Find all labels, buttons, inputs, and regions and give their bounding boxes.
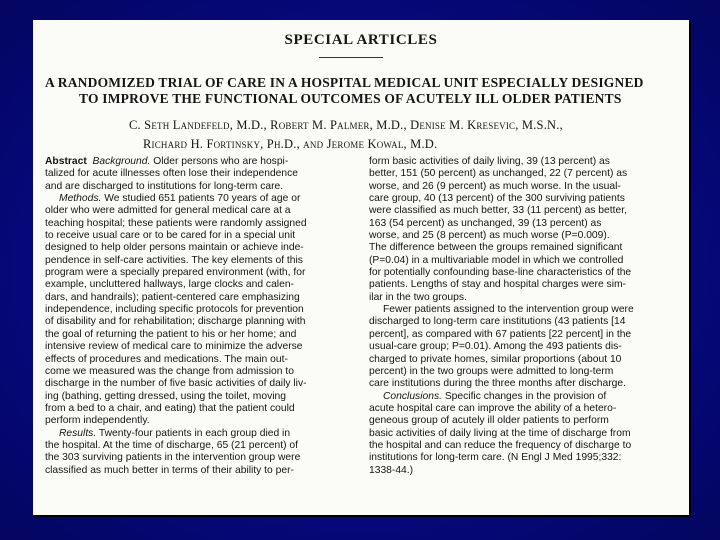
abstract-right-column	[369, 156, 681, 477]
title-line-2: TO IMPROVE THE FUNCTIONAL OUTCOMES OF ACUTELY ILL OLDER PATIENTS	[79, 91, 622, 106]
abstract-line: independence, including specific protocols for prevention	[45, 304, 304, 316]
methods-label: Methods.	[59, 193, 102, 205]
abstract-line: worse, and 25 (8 percent) as much worse (P=0.009).	[369, 230, 610, 242]
abstract-line: example, uncluttered hallways, large clocks and calen-	[45, 279, 294, 291]
abstract-line: basic activities of daily living at the time of discharge from	[369, 427, 631, 439]
abstract-line: ing (bathing, getting dressed, using the toilet, moving	[45, 390, 286, 402]
abstract-line: designed to help older persons maintain or achieve inde-	[45, 242, 304, 254]
authors-line-1: C. Seth Landefeld, M.D., Robert M. Palmer, M.D., Denise M. Kresevic, M.S.N.,	[129, 118, 563, 132]
abstract-line: intensive review of medical care to minimize the adverse	[45, 341, 303, 353]
abstract-line: acute hospital care can improve the ability of a hetero-	[369, 402, 617, 414]
abstract-line: come we measured was the change from admission to	[45, 365, 294, 377]
abstract-line: of disability and for rehabilitation; discharge planning with	[45, 316, 306, 328]
abstract-line: care institutions during the three months after discharge.	[369, 378, 626, 390]
title-line-1: A RANDOMIZED TRIAL OF CARE IN A HOSPITAL MEDICAL UNIT ESPECIALLY DESIGNED	[45, 75, 644, 90]
heading-rule	[319, 57, 383, 58]
abstract-line: 1338-44.)	[369, 464, 414, 476]
authors-line-2: Richard H. Fortinsky, Ph.D., and Jerome Kowal, M.D.	[143, 137, 438, 151]
abstract-line: teaching hospital; these patients were randomly assigned	[45, 217, 307, 229]
abstract-line: The difference between the groups remained significant	[369, 242, 623, 254]
abstract-line: discharged to long-term care institutions (43 patients [14	[369, 316, 626, 328]
abstract-line: program were a specially prepared environment (with, for	[45, 267, 306, 279]
abstract-line: older who were admitted for general medical care at a	[45, 205, 291, 217]
abstract-first-line	[45, 156, 351, 168]
abstract-line: the hospital. At the time of discharge, 65 (21 percent) of	[45, 439, 298, 451]
abstract-line: talized for acute illnesses often lose their independence	[45, 168, 299, 180]
abstract-line: the hospital and can reduce the frequency of discharge to	[369, 439, 632, 451]
abstract-line: percent], as compared with 67 patients [22 percent] in the	[369, 328, 632, 340]
abstract-line: from a bed to a chair, and eating) that the patient could	[45, 402, 295, 414]
abstract-left-column	[45, 156, 351, 477]
abstract-line: discharge in the number of five basic activities of daily liv-	[45, 378, 307, 390]
abstract-line: pendence in self-care activities. The key elements of this	[45, 254, 303, 266]
abstract-line: form basic activities of daily living, 39 (13 percent) as	[369, 156, 610, 167]
abstract-line: effects of procedures and medications. The main out-	[45, 353, 288, 365]
article-scan	[33, 20, 689, 515]
abstract-label: Abstract	[45, 156, 87, 167]
abstract-line: better, 151 (50 percent) as unchanged, 22 (7 percent) as	[369, 168, 628, 180]
abstract-line: care group, 40 (13 percent) of the 300 surviving patients	[369, 193, 625, 205]
abstract-line: Twenty-four patients in each group died in	[96, 427, 291, 439]
abstract-line: were classified as much better, 33 (11 percent) as better,	[369, 205, 627, 217]
abstract-line: dars, and handrails); patient-centered care emphasizing	[45, 291, 300, 303]
abstract-line: (P=0.04) in a multivariable model in which we controlled	[369, 254, 624, 266]
abstract-line: percent) in the two groups were admitted to long-term	[369, 365, 614, 377]
abstract-line: and are discharged to institutions for long-term care.	[45, 180, 284, 192]
abstract-line: to receive usual care or to be cared for in a special unit	[45, 230, 296, 242]
abstract-line: geneous group of acutely ill older patients to perform	[369, 415, 609, 427]
methods-first-line	[45, 193, 351, 205]
results-label: Results.	[59, 427, 97, 439]
background-label: Background.	[92, 156, 151, 167]
abstract-line: institutions for long-term care. (N Engl J Med 1995;332:	[369, 452, 622, 464]
abstract-line: patients. Lengths of stay and hospital charges were sim-	[369, 279, 626, 291]
abstract-line: charged to private homes, similar proportions (about 10	[369, 353, 622, 365]
abstract-line: We studied 651 patients 70 years of age or	[101, 193, 301, 205]
abstract-line: the goal of returning the patient to his or her home; and	[45, 328, 297, 340]
section-heading: SPECIAL ARTICLES	[284, 32, 438, 48]
results-first-line	[45, 428, 351, 440]
abstract-line: for potentially confounding base-line characteristics of the	[369, 267, 632, 279]
abstract-line: Fewer patients assigned to the intervention group were	[383, 304, 634, 316]
abstract-line: Specific changes in the provision of	[441, 390, 607, 402]
abstract-line: the 303 surviving patients in the intervention group were	[45, 452, 301, 464]
conclusions-first-line	[369, 391, 681, 403]
conclusions-label: Conclusions.	[383, 390, 442, 402]
abstract-line: worse, and 26 (9 percent) as much worse. In the usual-	[369, 180, 621, 192]
article-title	[45, 75, 677, 107]
author-list	[45, 116, 677, 154]
abstract-line: classified as much better in terms of their ability to per-	[45, 464, 294, 476]
abstract-line: perform independently.	[45, 415, 150, 427]
abstract-line: 163 (54 percent) as unchanged, 39 (13 percent) as	[369, 217, 602, 229]
abstract-line: ilar in the two groups.	[369, 291, 467, 303]
abstract-line: usual-care group; P=0.01). Among the 493 patients dis-	[369, 341, 622, 353]
abstract-line: Older persons who are hospi-	[150, 156, 289, 167]
